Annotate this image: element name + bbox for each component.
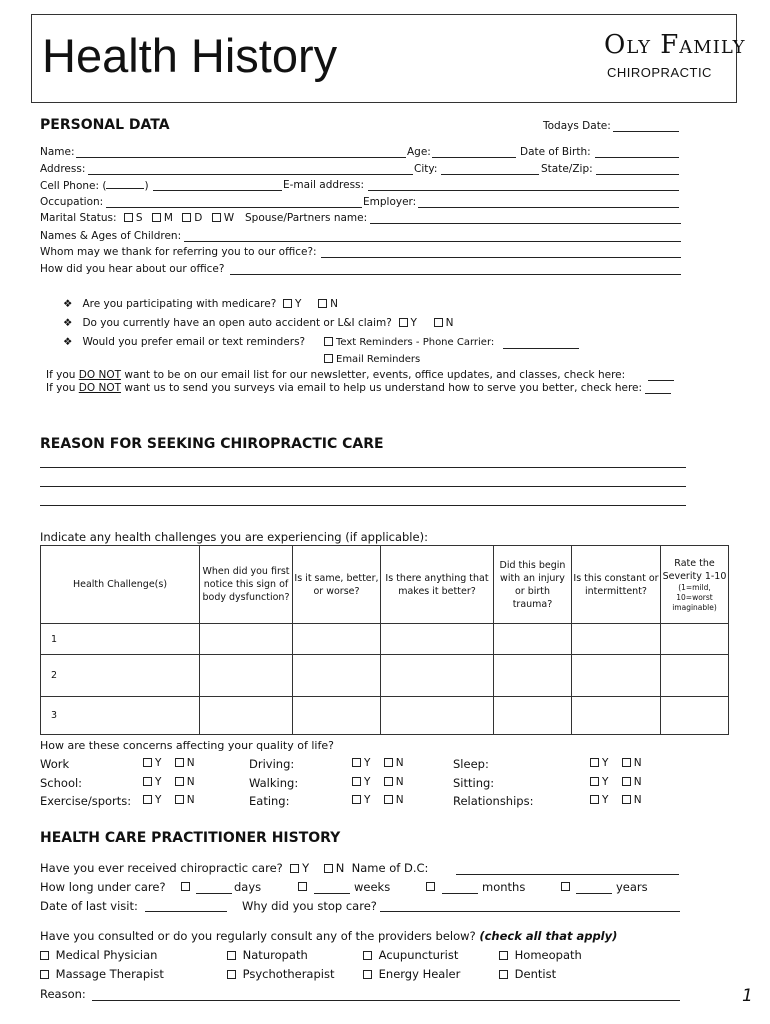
col-makes-better: Is there anything that makes it better?	[381, 546, 494, 624]
walking-no-label: N	[395, 776, 404, 788]
chiro-yes-checkbox[interactable]	[290, 864, 299, 873]
cell-field[interactable]	[153, 190, 282, 191]
table-cell[interactable]	[293, 697, 381, 735]
last-visit-field[interactable]	[145, 911, 227, 912]
relationships-no-checkbox[interactable]	[622, 795, 631, 804]
check-all-note: (check all that apply)	[479, 929, 618, 943]
dentist-checkbox[interactable]	[499, 970, 508, 979]
relationships-yes-label: Y	[602, 794, 609, 806]
walking-yes-checkbox[interactable]	[352, 777, 361, 786]
sleep-yes-label: Y	[602, 757, 609, 769]
table-cell[interactable]	[661, 624, 729, 655]
hear-field[interactable]	[230, 274, 681, 275]
logo-line2: CHIROPRACTIC	[607, 65, 712, 80]
medicare-yes-checkbox[interactable]	[283, 299, 292, 308]
email-field[interactable]	[368, 190, 679, 191]
driving-yes-checkbox[interactable]	[352, 758, 361, 767]
children-field[interactable]	[184, 241, 681, 242]
city-field[interactable]	[441, 174, 539, 175]
exercise-label: Exercise/sports:	[40, 794, 132, 808]
col-same-better-worse: Is it same, better, or worse?	[293, 546, 381, 624]
spouse-field[interactable]	[370, 223, 681, 224]
why-stop-field[interactable]	[380, 911, 680, 912]
massage-checkbox[interactable]	[40, 970, 49, 979]
marital-s-checkbox[interactable]	[124, 213, 133, 222]
walking-label: Walking:	[249, 776, 299, 790]
sleep-no-label: N	[633, 757, 642, 769]
naturopath-checkbox[interactable]	[227, 951, 236, 960]
medicare-yes-label: Y	[294, 298, 302, 310]
text-reminders-label: Text Reminders - Phone Carrier:	[336, 337, 495, 348]
months-checkbox[interactable]	[426, 882, 435, 891]
medicare-no-label: N	[330, 298, 338, 310]
relationships-label: Relationships:	[453, 794, 534, 808]
newsletter-text: want to be on our email list for our newsletter, events, office updates, and classes, check here:	[124, 369, 626, 381]
col-injury: Did this begin with an injury or birth trauma?	[494, 546, 572, 624]
table-cell[interactable]	[661, 655, 729, 697]
table-cell[interactable]	[572, 697, 661, 735]
health-challenges-table	[40, 545, 729, 735]
exercise-no-checkbox[interactable]	[175, 795, 184, 804]
weeks-field[interactable]	[314, 893, 350, 894]
practitioner-heading: HEALTH CARE PRACTITIONER HISTORY	[40, 830, 341, 846]
phone-carrier-field[interactable]	[503, 348, 579, 349]
dc-name-field[interactable]	[456, 874, 679, 875]
marital-m-checkbox[interactable]	[152, 213, 161, 222]
table-cell[interactable]	[661, 697, 729, 735]
col-severity	[661, 546, 729, 624]
email-reminders-label: Email Reminders	[336, 354, 421, 365]
sitting-no-label: N	[633, 776, 642, 788]
name-label: Name:	[40, 146, 75, 158]
table-cell[interactable]	[494, 655, 572, 697]
years-checkbox[interactable]	[561, 882, 570, 891]
relationships-yes-checkbox[interactable]	[590, 795, 599, 804]
referral-field[interactable]	[321, 257, 681, 258]
eating-yes-checkbox[interactable]	[352, 795, 361, 804]
reason-label: Reason:	[40, 987, 86, 1001]
walking-yes-label: Y	[364, 776, 371, 788]
newsletter-do-not: DO NOT	[78, 369, 122, 381]
acupuncturist-label: Acupuncturist	[378, 948, 459, 962]
table-cell[interactable]	[200, 624, 293, 655]
table-cell[interactable]	[572, 655, 661, 697]
walking-no-checkbox[interactable]	[384, 777, 393, 786]
severity-note: (1=mild, 10=worst imaginable)	[672, 582, 717, 612]
col-health-challenge: Health Challenge(s)	[41, 546, 200, 624]
table-cell[interactable]	[381, 655, 494, 697]
days-checkbox[interactable]	[181, 882, 190, 891]
sitting-yes-label: Y	[602, 776, 609, 788]
table-cell[interactable]	[381, 697, 494, 735]
weeks-checkbox[interactable]	[298, 882, 307, 891]
exercise-yes-label: Y	[155, 794, 162, 806]
table-cell[interactable]	[293, 655, 381, 697]
marital-w-label: W	[223, 212, 235, 224]
email-label: E-mail address:	[283, 179, 365, 191]
homeopath-checkbox[interactable]	[499, 951, 508, 960]
newsletter-optout-field[interactable]	[648, 380, 674, 381]
occupation-field[interactable]	[106, 207, 362, 208]
city-label: City:	[414, 163, 438, 175]
driving-no-label: N	[395, 757, 404, 769]
work-yes-checkbox[interactable]	[143, 758, 152, 767]
school-yes-checkbox[interactable]	[143, 777, 152, 786]
table-row	[41, 624, 729, 655]
school-no-label: N	[186, 776, 195, 788]
surveys-pre: If you	[46, 382, 76, 394]
driving-label: Driving:	[249, 757, 295, 771]
chiro-no-label: N	[335, 861, 345, 875]
cell-label: Cell Phone: (	[40, 180, 107, 192]
reason-field[interactable]	[92, 1000, 680, 1001]
table-cell[interactable]	[200, 697, 293, 735]
psycho-label: Psychotherapist	[242, 967, 335, 981]
medicare-text: Are you participating with medicare?	[82, 298, 277, 310]
marital-w-checkbox[interactable]	[212, 213, 221, 222]
acupuncturist-checkbox[interactable]	[363, 951, 372, 960]
table-row	[41, 655, 729, 697]
auto-yes-checkbox[interactable]	[399, 318, 408, 327]
table-cell[interactable]	[494, 624, 572, 655]
work-yes-label: Y	[155, 757, 162, 769]
auto-question	[63, 317, 454, 329]
work-no-label: N	[186, 757, 195, 769]
reminder-question	[63, 336, 305, 348]
relationships-no-label: N	[633, 794, 642, 806]
table-cell[interactable]	[200, 655, 293, 697]
address-field[interactable]	[88, 174, 413, 175]
col-first-notice: When did you first notice this sign of body dysfunction?	[200, 546, 293, 624]
age-field[interactable]	[432, 157, 516, 158]
sleep-no-checkbox[interactable]	[622, 758, 631, 767]
address-label: Address:	[40, 163, 86, 175]
age-label: Age:	[407, 146, 431, 158]
marital-d-checkbox[interactable]	[182, 213, 191, 222]
school-yes-label: Y	[155, 776, 162, 788]
diamond-bullet-icon: ❖	[63, 317, 73, 329]
reason-line-2[interactable]	[40, 486, 686, 487]
naturopath-label: Naturopath	[242, 948, 308, 962]
hear-label: How did you hear about our office?	[40, 263, 225, 275]
diamond-bullet-icon: ❖	[63, 336, 73, 348]
auto-yes-label: Y	[410, 317, 417, 329]
cell-paren: )	[144, 180, 149, 192]
sitting-label: Sitting:	[453, 776, 495, 790]
chiro-yes-label: Y	[302, 861, 310, 875]
employer-field[interactable]	[418, 207, 679, 208]
text-reminders-checkbox[interactable]	[324, 337, 333, 346]
massage-label: Massage Therapist	[55, 967, 164, 981]
table-cell[interactable]	[381, 624, 494, 655]
marital-m-label: M	[163, 212, 173, 224]
exercise-yes-checkbox[interactable]	[143, 795, 152, 804]
medicare-no-checkbox[interactable]	[318, 299, 327, 308]
eating-no-label: N	[395, 794, 404, 806]
energy-checkbox[interactable]	[363, 970, 372, 979]
newsletter-line	[46, 369, 625, 381]
auto-no-checkbox[interactable]	[434, 318, 443, 327]
email-reminders-checkbox[interactable]	[324, 354, 333, 363]
personal-data-heading: PERSONAL DATA	[40, 117, 170, 133]
spouse-label: Spouse/Partners name:	[245, 212, 368, 224]
sleep-yes-checkbox[interactable]	[590, 758, 599, 767]
driving-no-checkbox[interactable]	[384, 758, 393, 767]
dc-name-label: Name of D.C:	[351, 861, 429, 875]
marital-label: Marital Status:	[40, 212, 117, 224]
days-label: days	[234, 880, 262, 894]
surveys-do-not: DO NOT	[78, 382, 122, 394]
indicate-text: Indicate any health challenges you are experiencing (if applicable):	[40, 530, 428, 544]
page-title: Health History	[42, 29, 338, 82]
diamond-bullet-icon: ❖	[63, 298, 73, 310]
state-field[interactable]	[596, 174, 679, 175]
row-number: 2	[41, 655, 200, 697]
reason-line-1[interactable]	[40, 467, 686, 468]
row-number: 3	[41, 697, 200, 735]
eating-no-checkbox[interactable]	[384, 795, 393, 804]
occupation-label: Occupation:	[40, 196, 104, 208]
years-label: years	[616, 880, 648, 894]
medicare-question	[63, 298, 338, 310]
psycho-checkbox[interactable]	[227, 970, 236, 979]
auto-no-label: N	[445, 317, 454, 329]
auto-text: Do you currently have an open auto accident or L&I claim?	[82, 317, 392, 329]
newsletter-pre: If you	[46, 369, 76, 381]
last-visit-label: Date of last visit:	[40, 899, 138, 913]
area-code-field[interactable]	[106, 179, 144, 189]
school-no-checkbox[interactable]	[175, 777, 184, 786]
logo-line1: Oly Family	[604, 30, 746, 60]
marital-s-label: S	[135, 212, 143, 224]
surveys-optout-field[interactable]	[645, 393, 671, 394]
sleep-label: Sleep:	[453, 757, 489, 771]
consulted-question: Have you consulted or do you regularly consult any of the providers below?	[40, 929, 476, 943]
surveys-line	[46, 382, 642, 394]
reason-line-3[interactable]	[40, 505, 686, 506]
weeks-label: weeks	[354, 880, 391, 894]
days-field[interactable]	[196, 893, 232, 894]
how-long-label: How long under care?	[40, 880, 166, 894]
years-field[interactable]	[576, 893, 612, 894]
school-label: School:	[40, 776, 83, 790]
quality-question: How are these concerns affecting your quality of life?	[40, 739, 334, 752]
energy-label: Energy Healer	[378, 967, 461, 981]
table-cell[interactable]	[293, 624, 381, 655]
eating-label: Eating:	[249, 794, 290, 808]
why-stop-label: Why did you stop care?	[242, 899, 377, 913]
dob-label: Date of Birth:	[520, 146, 591, 158]
eating-yes-label: Y	[364, 794, 371, 806]
referral-label: Whom may we thank for referring you to our office?:	[40, 246, 317, 258]
todays-date-label: Todays Date:	[543, 120, 611, 132]
driving-yes-label: Y	[364, 757, 371, 769]
sitting-yes-checkbox[interactable]	[590, 777, 599, 786]
table-cell[interactable]	[494, 697, 572, 735]
reminder-text: Would you prefer email or text reminders?	[82, 336, 306, 348]
row-number: 1	[41, 624, 200, 655]
medical-label: Medical Physician	[55, 948, 158, 962]
state-label: State/Zip:	[541, 163, 593, 175]
severity-label: Rate the Severity 1-10	[662, 557, 727, 582]
employer-label: Employer:	[363, 196, 417, 208]
surveys-text: want us to send you surveys via email to help us understand how to serve you better, check here:	[124, 382, 643, 394]
page-number: 1	[742, 986, 753, 1006]
table-cell[interactable]	[572, 624, 661, 655]
sitting-no-checkbox[interactable]	[622, 777, 631, 786]
homeopath-label: Homeopath	[514, 948, 582, 962]
marital-d-label: D	[194, 212, 203, 224]
todays-date-field[interactable]	[613, 131, 679, 132]
reason-heading: REASON FOR SEEKING CHIROPRACTIC CARE	[40, 436, 384, 452]
exercise-no-label: N	[186, 794, 195, 806]
work-no-checkbox[interactable]	[175, 758, 184, 767]
dentist-label: Dentist	[514, 967, 557, 981]
table-row	[41, 697, 729, 735]
months-label: months	[482, 880, 526, 894]
name-field[interactable]	[76, 157, 406, 158]
chiro-question: Have you ever received chiropractic care?	[40, 861, 283, 875]
work-label: Work	[40, 757, 70, 771]
children-label: Names & Ages of Children:	[40, 230, 182, 242]
months-field[interactable]	[442, 893, 478, 894]
medical-checkbox[interactable]	[40, 951, 49, 960]
dob-field[interactable]	[595, 157, 679, 158]
chiro-no-checkbox[interactable]	[324, 864, 333, 873]
col-constant: Is this constant or intermittent?	[572, 546, 661, 624]
